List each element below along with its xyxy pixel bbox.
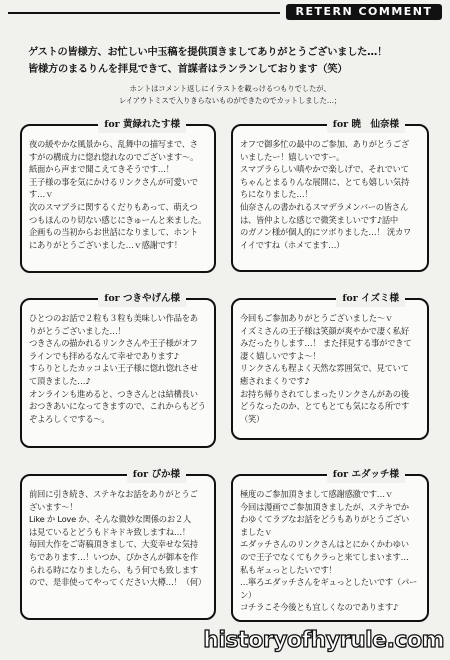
intro-message: [28, 44, 426, 78]
card-title: for 黄緑れたす様: [98, 117, 186, 133]
watermark: historyofhyrule.com: [203, 628, 444, 653]
card-title: for 暁 仙奈様: [327, 117, 405, 133]
comment-card: [231, 119, 429, 272]
page-title: RETERN COMMENT: [295, 5, 433, 18]
intro-note: [60, 83, 400, 107]
header-banner: [286, 4, 442, 20]
comment-card: [20, 293, 216, 448]
comment-card: [231, 293, 429, 440]
header-rule: [8, 12, 280, 14]
card-title: for ぴか様: [127, 467, 186, 483]
intro-line-1: ゲストの皆様方、お忙しい中玉稿を提供頂きましてありがとうございました…！: [28, 47, 388, 58]
intro-line-2: 皆様方のまるりんを拝見できて、首謀者はランランしております（笑）: [28, 64, 348, 75]
intro-note-line-1: ホントはコメント返しにイラストを載っけるつもりでしたが、: [129, 84, 331, 93]
card-body: 極度のご参加頂きまして感謝感激です…ｖ 今回は漫画でご参加頂きましたが、ステキでか わゆくてラブなお話をどうもありがとうござい ましたｖ エダッチさんのリンクさんはとにかくかわゆい ので王子でなくてもクラっと来てしまいます… 私もギュっとしたいです！ …寧ろエダッチさんをギュっとしたいです（パーン） コチラこそ今後とも宜しくなのであります♪: [240, 489, 418, 613]
card-title: for エダッチ様: [327, 467, 405, 483]
card-body: ひとつのお話で２粒も３粒も美味しい作品をあ りがとうございました…！ つきさんの描かれるリンクさんや王子様がオフ ラインでも拝めるなんて幸せであります♪ すらりとしたカッコよい王子様に惚れ惚れさせ て頂きました…♪ オンラインも進めると、つきさんとは結構長い おつきあいになってきますので、これからもどう ぞよろしくでする〜。: [29, 313, 206, 424]
card-title: for イズミ様: [336, 291, 405, 307]
comment-card: [20, 469, 216, 620]
card-body: 今回もご参加ありがとうございました〜ｖ イズミさんの王子様は笑顔が爽やかで凄く私好 みだったりします…！ また拝見する事ができて 凄く嬉しいですよ〜！ リンクさんも程よく天然な雰囲気で、見ていて 癒されまくりです♪ お持ち帰りされてしまったリンクさんがあの後 どうなったのか、とてもとても気になる所です （笑）: [240, 313, 412, 424]
card-title: for つきやげん様: [98, 291, 186, 307]
intro-note-line-2: レイアウトミスで入りきらないものができたのでカットしました…；: [118, 96, 342, 105]
card-body: 前回に引き続き、ステキなお話をありがとうご ざいます〜！ Like か Love か、そんな微妙な関係のお２人 は見ているとどうもドキドキ致しますね…！ 毎回大作をご寄稿頂きまして、大変幸せな気持 ちであります…！いつか、ぴかさんが御本を作 られる時になりましたら、もう何でも致します ので、是非使ってやってください大樽…！（何）: [29, 489, 206, 588]
card-body: 夜の緩やかな風景から、乱舞中の描写まで、さ すがの構成力に惚れ惚れなのでございます〜。 紙面から声まで聞こえてきそうです…！ 王子様の事を気にかけるリンクさんが可愛いで す…ｖ 次のスマブラに関するくだりもあって、萌えつ つもほんのり切ない感じにきゅーんと来ました。 企画もの当初からお世話になりまして、ホント にありがとうございました…ｖ感謝です！: [29, 139, 207, 250]
comment-card: [231, 469, 429, 622]
card-body: オフで御多忙の最中のご参加、ありがとうござ いましたー！嬉しいですー。 スマブラらしい嗔やかで楽しげで、それでいて ちゃんとまるりんな展開に、とても嬉しい気持 ちになりました…！ 仙奈さんの書かれるスマデラメンバーの皆さん は、皆仲よしな感じで微笑ましいです♪話中 のガノン様が個人的にツボりました…！ 洸カワ イイですね（ホメてます…）: [240, 139, 412, 250]
comment-card: [20, 119, 216, 273]
